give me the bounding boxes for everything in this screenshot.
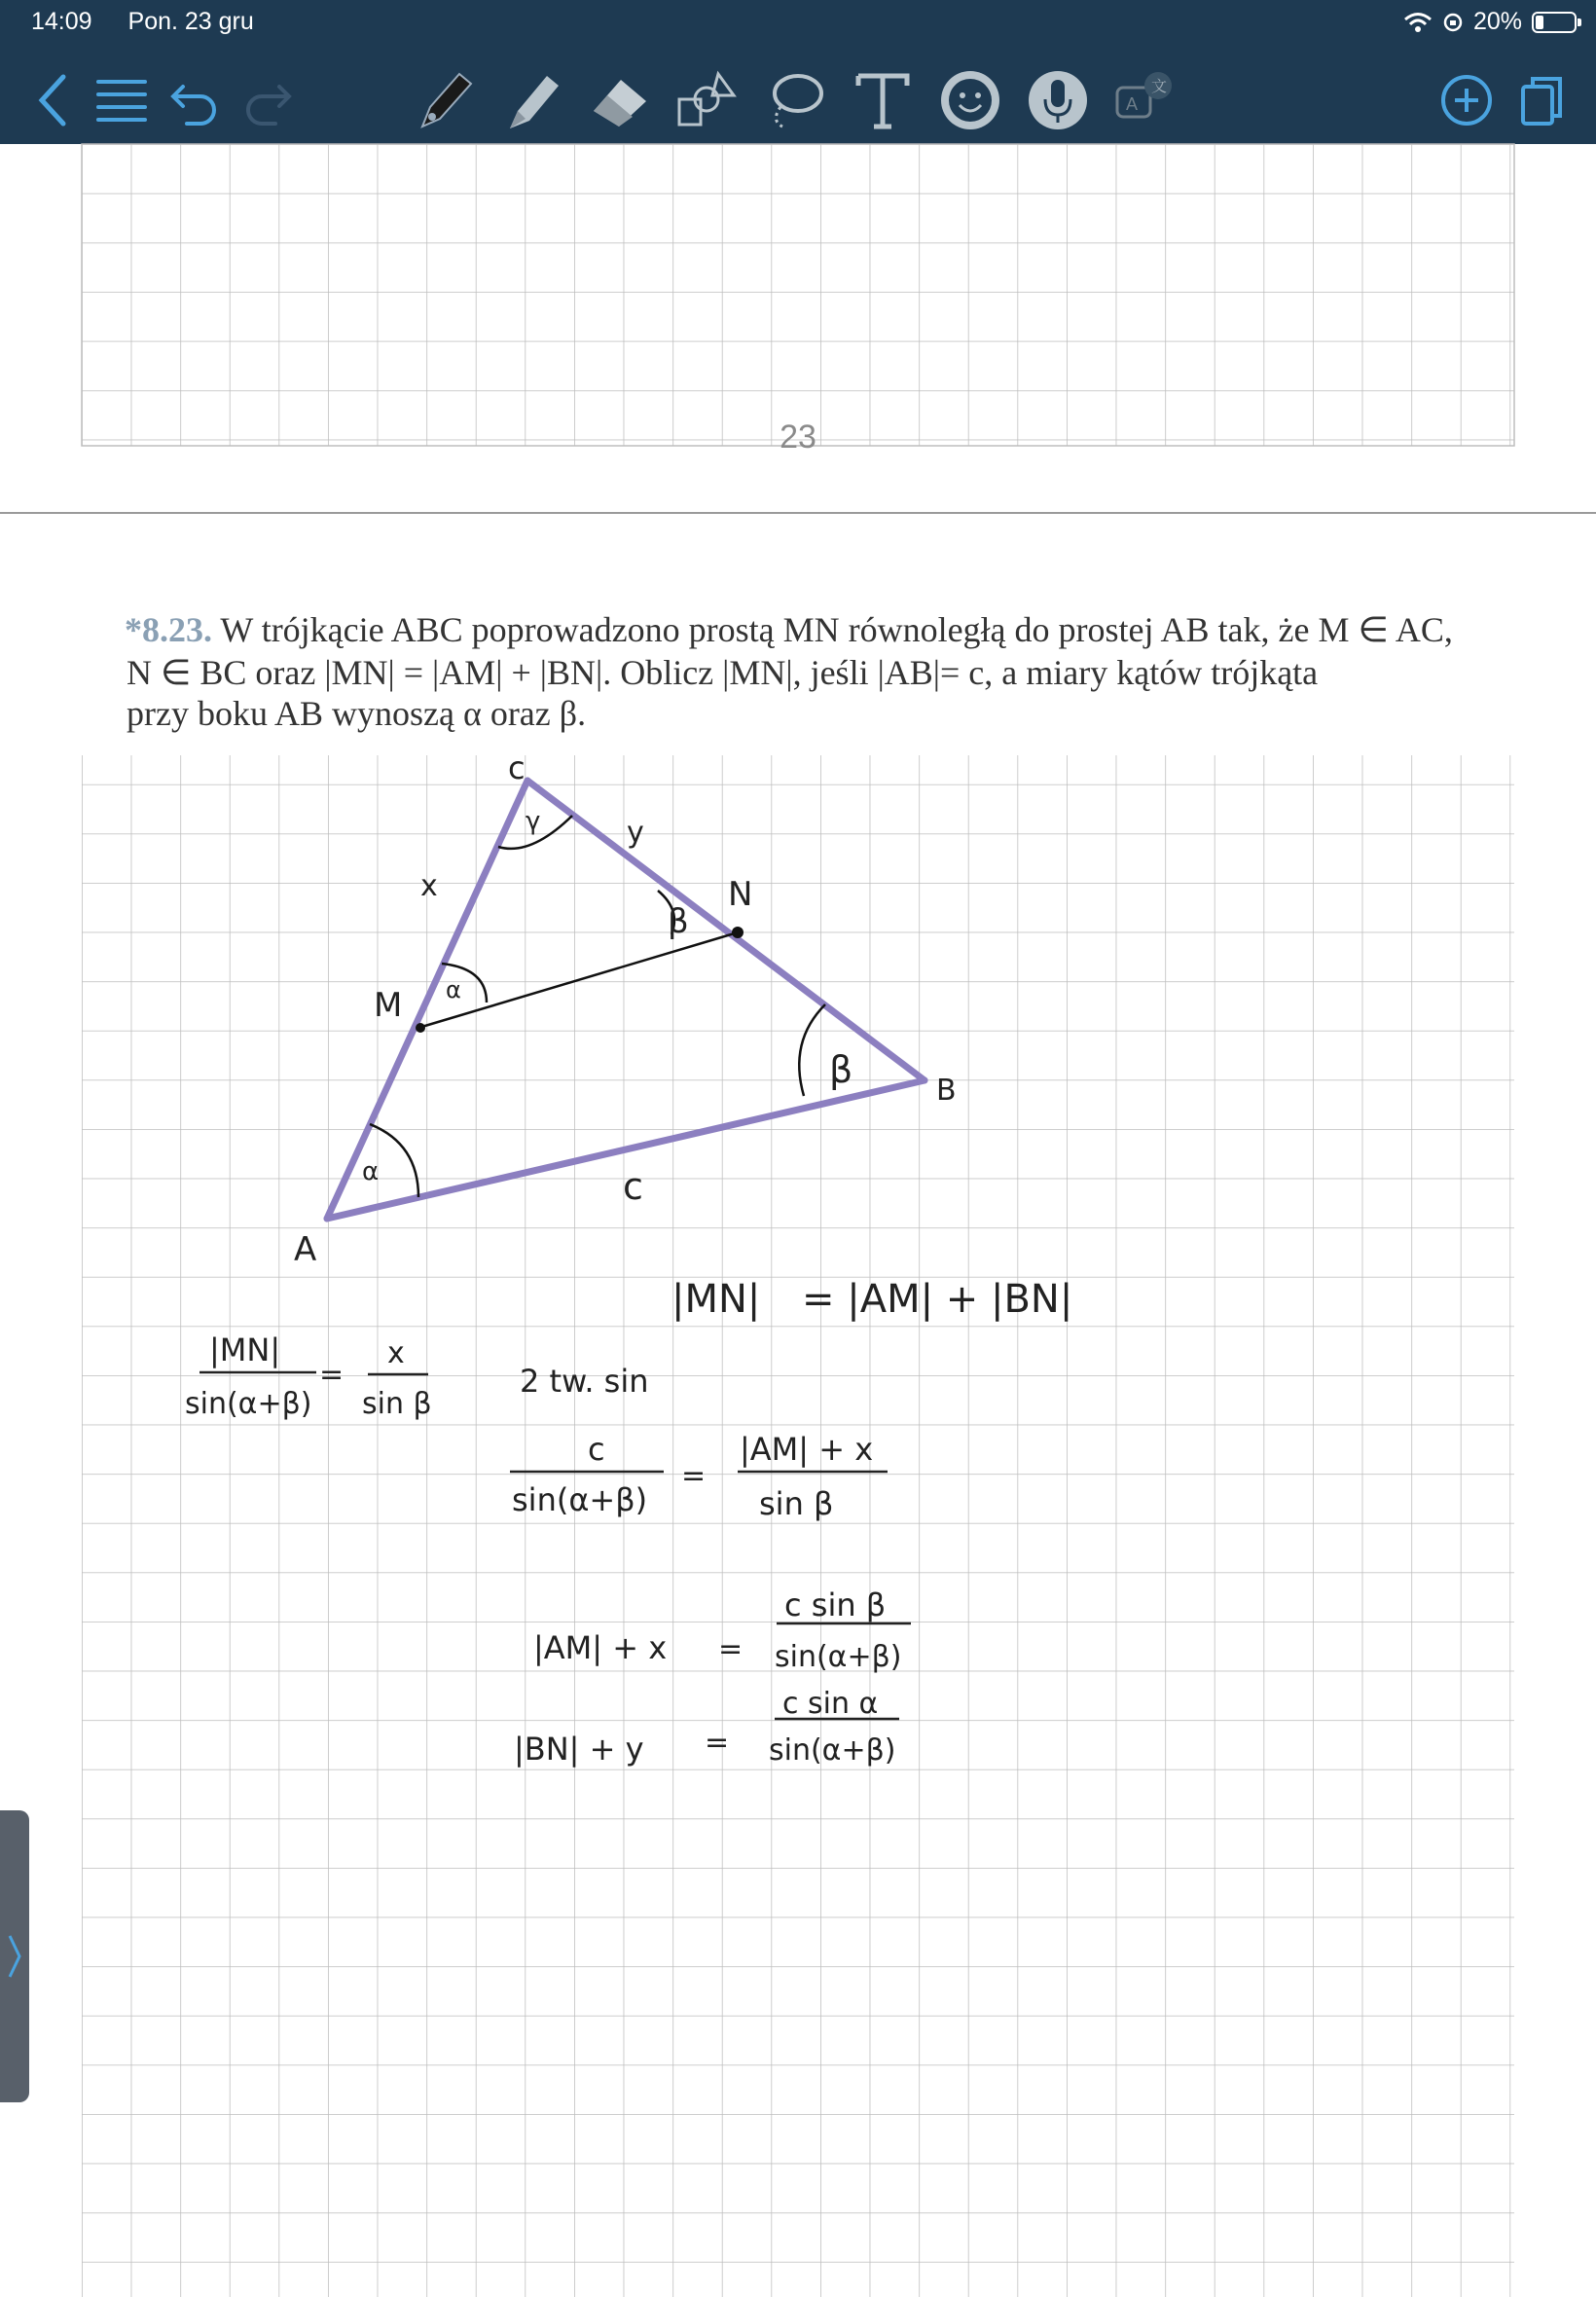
svg-text:A: A — [1126, 94, 1139, 114]
clock: 14:09 — [31, 8, 92, 35]
eq3-left: |AM| + x — [533, 1629, 668, 1666]
label-angle-beta-n: β — [668, 902, 689, 941]
eq3-numerator: c sin β — [784, 1586, 887, 1623]
label-vertex-b: B — [936, 1074, 957, 1108]
ratio-equals: = — [319, 1358, 345, 1392]
ratio-numerator: |MN| — [209, 1331, 281, 1368]
eq3-equals: = — [718, 1632, 744, 1666]
eq4-denominator: sin(α+β) — [769, 1733, 896, 1768]
segment-mn — [418, 932, 738, 1028]
point-m — [416, 1023, 425, 1033]
label-side-x: x — [420, 869, 438, 903]
label-angle-gamma: γ — [526, 807, 541, 836]
label-angle-alpha-m: α — [446, 976, 461, 1003]
eq3-denominator: sin(α+β) — [775, 1640, 902, 1674]
angle-arc-beta-b — [799, 1004, 825, 1096]
eq-main-left: |MN| — [671, 1277, 761, 1322]
label-angle-alpha-a: α — [362, 1157, 380, 1186]
date: Pon. 23 gru — [127, 8, 254, 35]
label-point-n: N — [728, 875, 753, 914]
eq-main-right: = |AM| + |BN| — [802, 1277, 1073, 1322]
ratio2-denominator: sin β — [362, 1387, 432, 1421]
problem-line-2: N ∈ BC oraz |MN| = |AM| + |BN|. Oblicz |MN|, jeśli |AB|= c, a miary kątów trójkąta — [127, 653, 1319, 692]
problem-line-3: przy boku AB wynoszą α oraz β. — [127, 694, 587, 733]
eq4-left: |BN| + y — [514, 1731, 644, 1768]
label-side-y: y — [627, 816, 644, 850]
eq4-equals: = — [705, 1726, 730, 1760]
label-vertex-c: c — [508, 749, 526, 786]
chevron-right-icon — [7, 1932, 22, 1981]
frac1-denominator: sin(α+β) — [512, 1481, 648, 1518]
point-n — [732, 927, 744, 938]
label-side-c: c — [623, 1165, 643, 1208]
frac2-denominator: sin β — [759, 1485, 834, 1522]
label-vertex-a: A — [294, 1230, 317, 1269]
eq4-numerator: c sin α — [782, 1687, 879, 1721]
label-point-m: M — [374, 986, 403, 1025]
page-number: 23 — [780, 419, 816, 456]
frac2-numerator: |AM| + x — [740, 1431, 874, 1468]
ratio2-numerator: x — [387, 1336, 405, 1370]
problem-number: *8.23. — [125, 610, 212, 649]
theorem-note: 2 tw. sin — [520, 1363, 649, 1400]
frac1-numerator: c — [588, 1431, 605, 1468]
frac-equals: = — [681, 1459, 707, 1493]
svg-text:文: 文 — [1151, 77, 1168, 95]
label-angle-beta-b: β — [829, 1048, 853, 1091]
side-bc — [527, 781, 925, 1080]
ratio-denominator: sin(α+β) — [185, 1387, 312, 1421]
problem-text-1: W trójkącie ABC poprowadzono prostą MN równoległą do prostej AB tak, że M ∈ AC, — [220, 610, 1453, 649]
triangle-abc — [327, 781, 925, 1219]
battery-percent: 20% — [1472, 8, 1522, 35]
side-ac — [327, 781, 527, 1219]
side-panel-handle[interactable] — [0, 1810, 29, 2102]
